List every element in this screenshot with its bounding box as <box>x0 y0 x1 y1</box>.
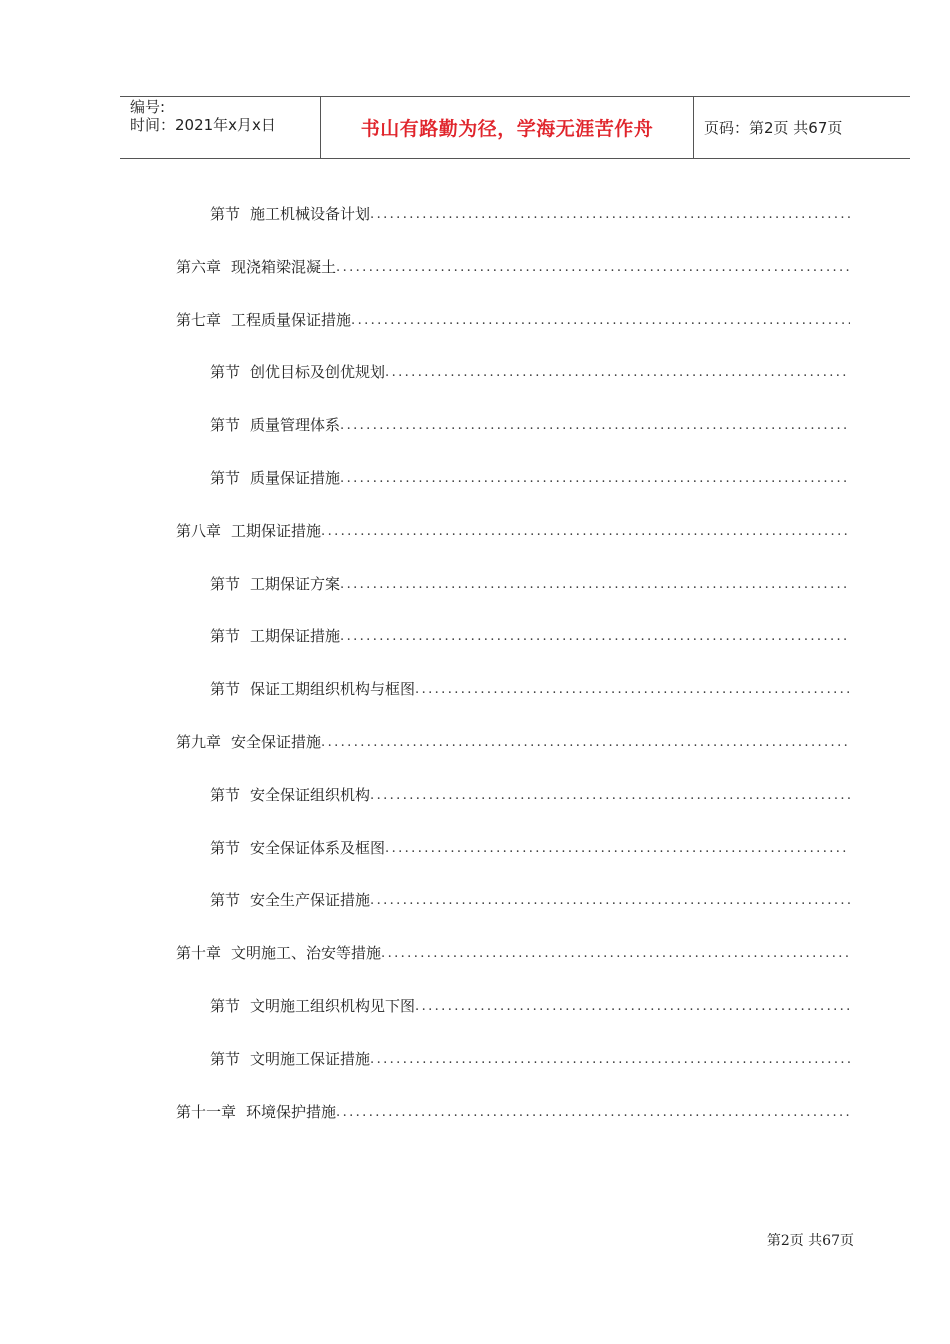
toc-entry-title: 工期保证措施 <box>231 521 322 540</box>
toc-section-entry <box>210 464 850 488</box>
toc-entry-number: 第节 <box>210 891 241 910</box>
toc-entry-title: 创优目标及创优规划 <box>250 363 386 382</box>
toc-section-entry <box>210 1045 850 1069</box>
toc-dot-leader <box>340 576 850 594</box>
toc-section-entry <box>210 358 850 382</box>
toc-chapter-entry <box>176 253 850 277</box>
toc-entry-title: 文明施工、治安等措施 <box>231 944 382 963</box>
toc-chapter-entry <box>176 728 850 752</box>
toc-entry-number: 第八章 <box>176 521 222 540</box>
toc-entry-title: 文明施工保证措施 <box>250 1049 371 1068</box>
toc-entry-number: 第节 <box>210 416 241 435</box>
toc-section-entry <box>210 781 850 805</box>
toc-entry-title: 保证工期组织机构与框图 <box>250 680 416 699</box>
toc-section-entry <box>210 992 850 1016</box>
toc-entry-title: 环境保护措施 <box>246 1102 337 1121</box>
toc-entry-title: 安全保证组织机构 <box>250 785 371 804</box>
header-page-info: 页码：第2页 共67页 <box>704 119 843 137</box>
toc-entry-number: 第节 <box>210 574 241 593</box>
toc-entry-label <box>210 574 340 594</box>
toc-entry-number: 第节 <box>210 469 241 487</box>
toc-entry-number: 第九章 <box>176 733 222 751</box>
toc-section-entry <box>210 200 850 224</box>
toc-entry-title: 现浇箱梁混凝土 <box>231 257 337 276</box>
toc-entry-title: 工程质量保证措施 <box>231 310 352 329</box>
toc-entry-title: 安全生产保证措施 <box>250 891 371 910</box>
toc-section-entry <box>210 834 850 858</box>
toc-entry-number: 第七章 <box>176 310 222 329</box>
page-footer: 第2页 共67页 <box>766 1233 854 1249</box>
toc-entry-number: 第节 <box>210 785 241 804</box>
document-number-label: 编号: <box>130 98 166 116</box>
toc-entry-title: 工期保证方案 <box>250 574 341 593</box>
toc-entry-label <box>210 626 340 646</box>
toc-entry-title: 文明施工组织机构见下图 <box>250 997 416 1015</box>
toc-entry-label <box>210 362 385 382</box>
toc-entry-number: 第十一章 <box>176 1102 237 1121</box>
toc-entry-label <box>176 310 351 330</box>
toc-section-entry <box>210 622 850 646</box>
toc-entry-label <box>210 468 340 488</box>
toc-dot-leader <box>336 1104 850 1122</box>
document-time-label: 时间：2021年x月x日 <box>130 116 276 134</box>
toc-entry-number: 第节 <box>210 838 241 857</box>
toc-entry-label <box>176 943 381 963</box>
toc-dot-leader <box>370 892 850 910</box>
toc-entry-label <box>210 996 415 1016</box>
toc-entry-title: 质量保证措施 <box>250 469 341 487</box>
toc-entry-label <box>210 838 385 858</box>
toc-entry-title: 安全保证体系及框图 <box>250 838 386 857</box>
toc-entry-number: 第节 <box>210 1049 241 1068</box>
toc-entry-number: 第节 <box>210 997 241 1015</box>
header-motto: 书山有路勤为径，学海无涯苦作舟 <box>360 118 654 140</box>
toc-entry-title: 安全保证措施 <box>231 733 322 751</box>
toc-entry-label <box>176 257 336 277</box>
toc-dot-leader <box>385 364 850 382</box>
toc-entry-label <box>210 785 370 805</box>
toc-entry-number: 第节 <box>210 363 241 382</box>
toc-entry-number: 第十章 <box>176 944 222 963</box>
toc-entry-label <box>210 1049 370 1069</box>
toc-section-entry <box>210 675 850 699</box>
toc-chapter-entry <box>176 306 850 330</box>
toc-dot-leader <box>336 259 850 277</box>
toc-entry-title: 施工机械设备计划 <box>250 205 371 223</box>
toc-entry-number: 第节 <box>210 627 241 646</box>
toc-chapter-entry <box>176 939 850 963</box>
toc-dot-leader <box>370 206 850 224</box>
toc-section-entry <box>210 411 850 435</box>
toc-dot-leader <box>340 628 850 646</box>
toc-section-entry <box>210 886 850 910</box>
toc-entry-number: 第节 <box>210 205 241 223</box>
toc-dot-leader <box>370 787 850 805</box>
toc-entry-label <box>176 1102 336 1122</box>
toc-section-entry <box>210 570 850 594</box>
toc-entry-label <box>210 679 415 699</box>
toc-chapter-entry <box>176 1098 850 1122</box>
toc-entry-label <box>210 415 340 435</box>
toc-dot-leader <box>340 417 850 435</box>
toc-dot-leader <box>415 681 850 699</box>
toc-dot-leader <box>340 470 850 488</box>
toc-entry-number: 第节 <box>210 680 241 699</box>
toc-entry-label <box>210 890 370 910</box>
toc-dot-leader <box>415 998 850 1016</box>
toc-dot-leader <box>381 945 850 963</box>
toc-entry-title: 工期保证措施 <box>250 627 341 646</box>
toc-entry-label <box>176 521 321 541</box>
toc-entry-number: 第六章 <box>176 257 222 276</box>
toc-entry-label <box>210 204 370 224</box>
toc-entry-label <box>176 732 321 752</box>
toc-entry-title: 质量管理体系 <box>250 416 341 435</box>
toc-dot-leader <box>321 734 850 752</box>
toc-chapter-entry <box>176 517 850 541</box>
toc-dot-leader <box>385 840 850 858</box>
toc-dot-leader <box>351 312 850 330</box>
toc-dot-leader <box>321 523 850 541</box>
toc-dot-leader <box>370 1051 850 1069</box>
